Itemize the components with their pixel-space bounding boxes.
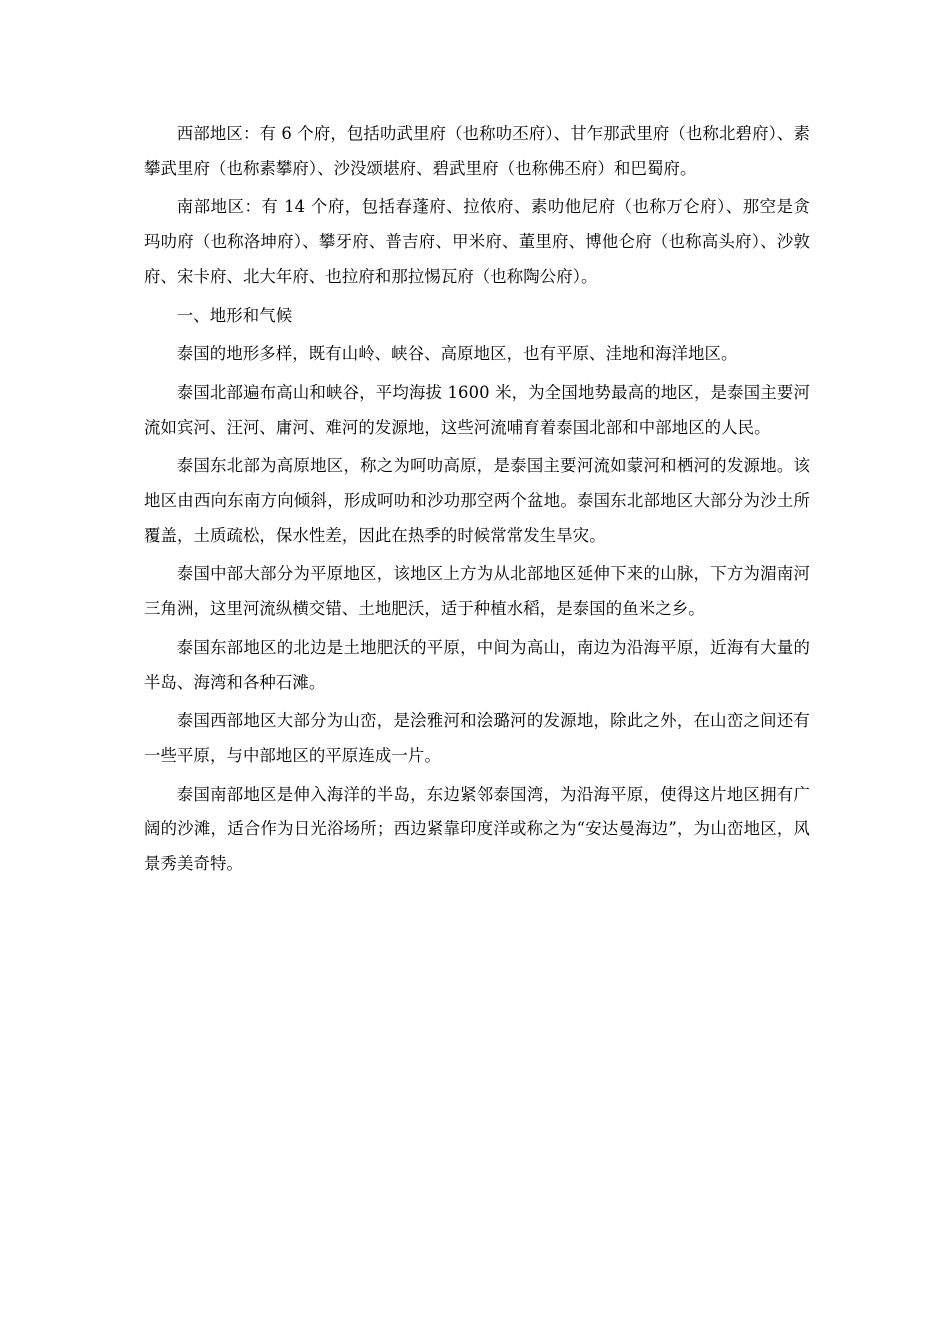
section-heading-terrain-climate: 一、地形和气候 bbox=[176, 305, 293, 325]
paragraph-east: 泰国东部地区的北边是土地肥沃的平原，中间为高山，南边为沿海平原，近海有大量的半岛、海湾和各种石滩。 bbox=[144, 637, 810, 692]
paragraph-central: 泰国中部大部分为平原地区，该地区上方为从北部地区延伸下来的山脉，下方为湄南河三角洲，这里河流纵横交错、土地肥沃，适于种植水稻，是泰国的鱼米之乡。 bbox=[144, 564, 810, 619]
paragraph-terrain-overview: 泰国的地形多样，既有山岭、峡谷、高原地区，也有平原、洼地和海洋地区。 bbox=[176, 344, 738, 364]
paragraph-southern-region: 南部地区：有 14 个府，包括春蓬府、拉侬府、素叻他尼府（也称万仑府）、那空是贪玛叻府（也称洛坤府）、攀牙府、普吉府、甲米府、董里府、博他仑府（也称高头府）、沙敦府、宋卡府、北大年府、也拉府和那拉惕瓦府（也称陶公府）。 bbox=[144, 197, 810, 286]
paragraph-west: 泰国西部地区大部分为山峦，是浍雅河和浍璐河的发源地，除此之外，在山峦之间还有一些平原，与中部地区的平原连成一片。 bbox=[144, 711, 810, 765]
document-body bbox=[144, 117, 810, 886]
paragraph-north: 泰国北部遍布高山和峡谷，平均海拔 1600 米，为全国地势最高的地区，是泰国主要河流如宾河、汪河、庸河、难河的发源地，这些河流哺育着泰国北部和中部地区的人民。 bbox=[144, 382, 810, 437]
paragraph-south: 泰国南部地区是伸入海洋的半岛，东边紧邻泰国湾，为沿海平原，使得这片地区拥有广阔的沙滩，适合作为日光浴场所；西边紧靠印度洋或称之为“安达曼海边”，为山峦地区，风景秀美奇特。 bbox=[144, 784, 810, 874]
paragraph-northeast: 泰国东北部为高原地区，称之为呵叻高原，是泰国主要河流如蒙河和栖河的发源地。该地区由西向东南方向倾斜，形成呵叻和沙功那空两个盆地。泰国东北部地区大部分为沙土所覆盖，土质疏松，保水性差，因此在热季的时候常常发生旱灾。 bbox=[144, 456, 810, 545]
paragraph-western-region: 西部地区：有 6 个府，包括叻武里府（也称叻丕府）、甘乍那武里府（也称北碧府）、素攀武里府（也称素攀府）、沙没颂堪府、碧武里府（也称佛丕府）和巴蜀府。 bbox=[144, 124, 810, 178]
